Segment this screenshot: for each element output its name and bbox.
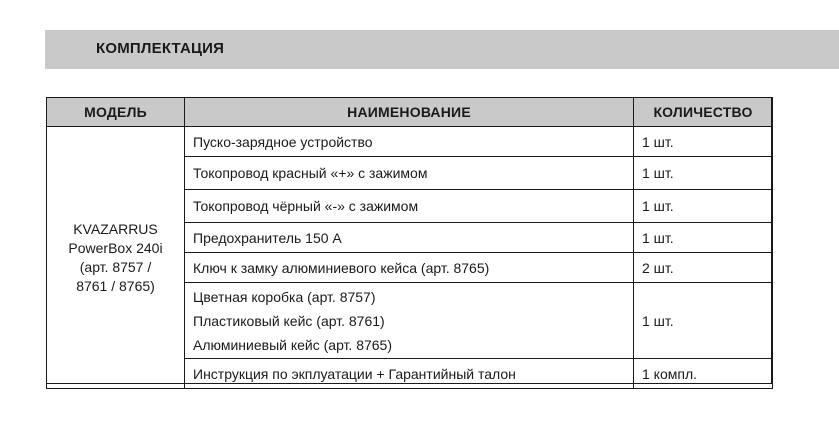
- equipment-table: [46, 97, 773, 389]
- table-header-row: [47, 98, 773, 127]
- model-cell: [47, 127, 185, 389]
- item-name-line: Пластиковый кейс (арт. 8761): [193, 312, 385, 329]
- item-quantity: 1 шт.: [634, 127, 773, 157]
- column-header-quantity: КОЛИЧЕСТВО: [634, 98, 773, 127]
- item-quantity: 1 компл.: [634, 359, 773, 389]
- item-name: Инструкция по экплуатации + Гарантийный талон: [185, 359, 634, 389]
- item-quantity: 1 шт.: [634, 190, 773, 223]
- item-name: Токопровод чёрный «-» с зажимом: [185, 190, 634, 223]
- model-line: 8761 / 8765): [76, 277, 155, 294]
- column-header-model: МОДЕЛЬ: [47, 98, 185, 127]
- item-quantity: 2 шт.: [634, 253, 773, 283]
- item-name-group: [185, 283, 634, 359]
- item-name: Ключ к замку алюминиевого кейса (арт. 8765): [185, 253, 634, 283]
- item-name-line: Цветная коробка (арт. 8757): [193, 288, 376, 305]
- section-title: КОМПЛЕКТАЦИЯ: [96, 40, 225, 57]
- section-header-bar: [45, 30, 839, 69]
- item-name: Токопровод красный «+» с зажимом: [185, 157, 634, 190]
- item-quantity: 1 шт.: [634, 223, 773, 253]
- model-line: PowerBox 240i: [68, 239, 163, 256]
- item-quantity: 1 шт.: [634, 157, 773, 190]
- item-quantity: 1 шт.: [634, 283, 773, 359]
- column-header-name: НАИМЕНОВАНИЕ: [185, 98, 634, 127]
- item-name: Предохранитель 150 А: [185, 223, 634, 253]
- table-row: [47, 127, 773, 157]
- model-line: KVAZARRUS: [73, 220, 158, 237]
- item-name-line: Алюминиевый кейс (арт. 8765): [193, 336, 392, 353]
- model-line: (арт. 8757 /: [79, 258, 152, 275]
- item-name: Пуско-зарядное устройство: [185, 127, 634, 157]
